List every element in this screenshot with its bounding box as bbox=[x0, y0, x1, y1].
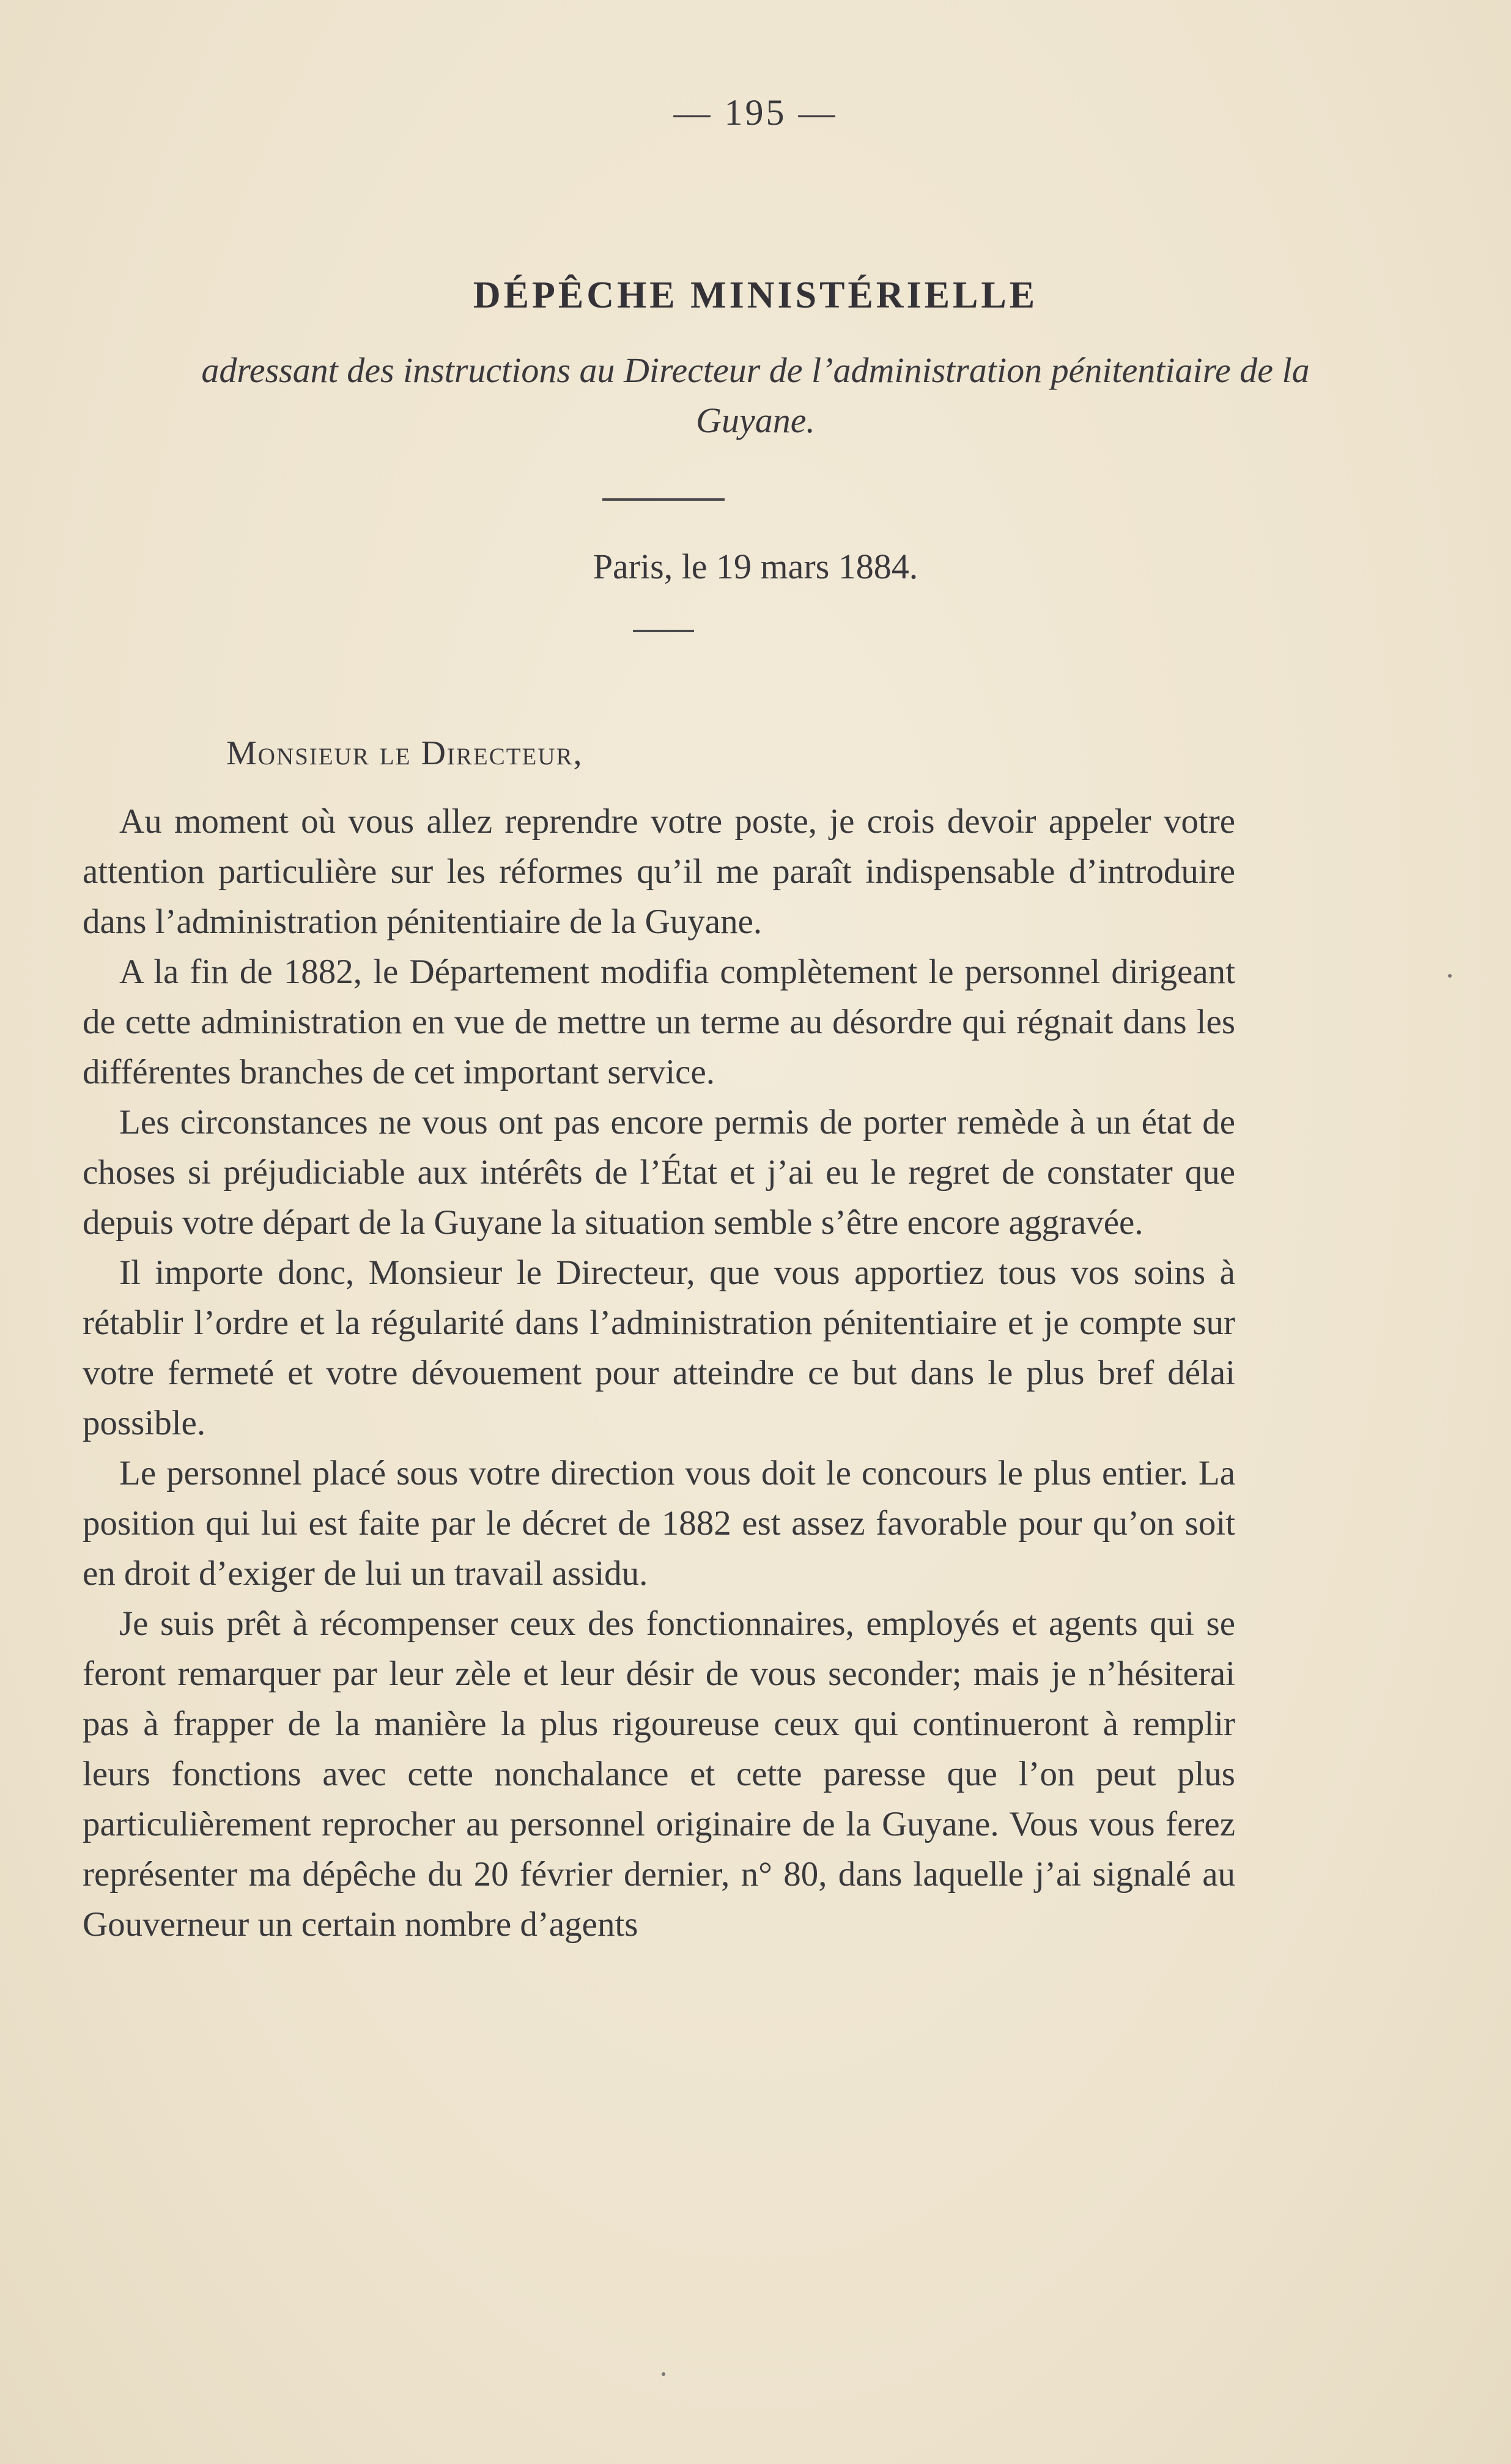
paper-speck bbox=[662, 2372, 665, 2376]
paragraph: Il importe donc, Monsieur le Directeur, que vous apportiez tous vos soins à rétablir l’ordre et la régularité dans l’administration pénitentiaire et je compte sur votre fermeté et votre dévouement pour atteindre ce but dans le plus bref délai possible. bbox=[83, 1253, 1235, 1442]
dateline: Paris, le 19 mars 1884. bbox=[593, 547, 918, 586]
paragraph: A la fin de 1882, le Département modifia complètement le personnel dirigeant de cette administration en vue de mettre un terme au désordre qui régnait dans les différentes branches de cet important service. bbox=[83, 953, 1235, 1091]
paragraph: Les circonstances ne vous ont pas encore permis de porter remède à un état de choses si préjudiciable aux intérêts de l’État et j’ai eu le regret de constater que depuis votre départ de la Guyane la situation semble s’être encore aggravée. bbox=[83, 1103, 1235, 1242]
salutation: Monsieur le Directeur, bbox=[226, 734, 583, 772]
paragraph: Je suis prêt à récompenser ceux des fonctionnaires, employés et agents qui se feront remarquer par leur zèle et leur désir de vous seconder; mais je n’hésiterai pas à frapper de la manière la plus rigoureuse ceux qui continueront à remplir leurs fonctions avec cette nonchalance et cette paresse que l’on peut plus particulièrement reprocher au personnel originaire de la Guyane. Vous vous ferez représenter ma dépêche du 20 février dernier, n° 80, dans laquelle j’ai signalé au Gouverneur un certain nombre d’agents bbox=[83, 1604, 1235, 1944]
letter-body bbox=[83, 797, 1235, 1950]
paper-speck bbox=[1448, 974, 1452, 978]
dispatch-title: DÉPÊCHE MINISTÉRIELLE bbox=[473, 275, 1038, 316]
page-number: — 195 — bbox=[673, 92, 838, 133]
paragraph: Le personnel placé sous votre direction vous doit le concours le plus entier. La position qui lui est faite par le décret de 1882 est assez favorable pour qu’on soit en droit d’exiger de lui un travail assidu. bbox=[83, 1454, 1235, 1593]
paragraph: Au moment où vous allez reprendre votre poste, je crois devoir appeler votre attention particulière sur les réformes qu’il me paraît indispensable d’introduire dans l’administration pénitentiaire de la Guyane. bbox=[83, 802, 1235, 941]
dispatch-subtitle: adressant des instructions au Directeur de l’administration pénitentiaire de la Guyane. bbox=[201, 350, 1310, 440]
separator-rule-short bbox=[633, 630, 694, 632]
separator-rule bbox=[602, 498, 725, 501]
